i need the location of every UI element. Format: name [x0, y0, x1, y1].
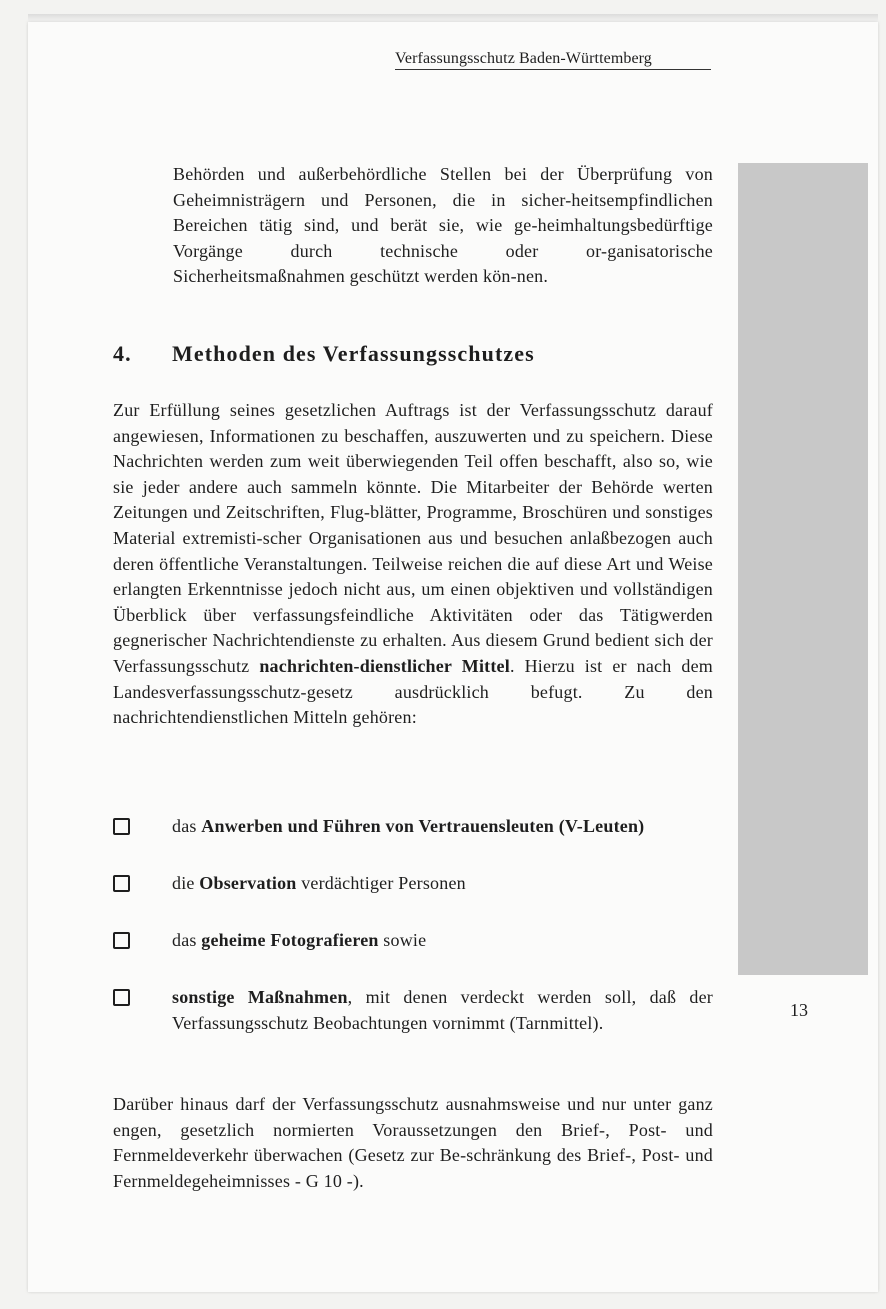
- running-header: Verfassungsschutz Baden-Württemberg: [395, 50, 711, 70]
- checkbox-icon: [113, 875, 130, 892]
- checkbox-icon: [113, 818, 130, 835]
- checkbox-icon: [113, 932, 130, 949]
- grey-margin-bar: [738, 163, 868, 975]
- methods-paragraph-bold: nachrichten-dienstlicher Mittel: [259, 655, 510, 676]
- bullet-text-3: das geheime Fotografieren sowie: [172, 930, 427, 950]
- bullet-text-2: die Observation verdächtiger Personen: [172, 873, 466, 893]
- intro-paragraph: Behörden und außerbehördliche Stellen bei der Überprüfung von Geheimnisträgern und Personen, die in sicher-heitsempfindlichen Bereichen tätig sind, und berät sie, wie ge-heimhaltungsbedürftige Vorgänge durch technische oder or-ganisatorische Sicherheitsmaßnahmen geschützt werden kön-nen.: [173, 164, 713, 287]
- section-number: 4.: [113, 341, 132, 366]
- methods-paragraph: [113, 398, 713, 731]
- checkbox-icon: [113, 989, 130, 1006]
- section-heading: [113, 341, 673, 367]
- section-title: Methoden des Verfassungsschutzes: [172, 341, 535, 366]
- closing-paragraph: Darüber hinaus darf der Verfassungsschutz ausnahmsweise und nur unter ganz engen, gesetzlich normierten Voraussetzungen den Brief-, Post- und Fernmeldeverkehr überwachen (Gesetz zur Be-schränkung des Brief-, Post- und Fernmeldegeheimnisses - G 10 -).: [113, 1094, 713, 1191]
- bullet-text-4: sonstige Maßnahmen, mit denen verdeckt werden soll, daß der Verfassungsschutz Beobachtungen vornimmt (Tarnmittel).: [172, 987, 713, 1033]
- bullet-text-1: das Anwerben und Führen von Vertrauensleuten (V-Leuten): [172, 816, 645, 836]
- methods-paragraph-part2: . Hierzu ist er nach dem Landesverfassungsschutz-gesetz ausdrücklich befugt. Zu den nachrichtendienstlichen Mitteln gehören:: [113, 655, 713, 728]
- page-number: 13: [790, 1000, 808, 1020]
- methods-paragraph-part1: Zur Erfüllung seines gesetzlichen Auftrags ist der Verfassungsschutz darauf angewiesen, Informationen zu beschaffen, auszuwerten und zu speichern. Diese Nachrichten werden zum weit überwiegenden Teil offen beschafft, also so, wie sie jeder andere auch sammeln könnte. Die Mitarbeiter der Behörde werten Zeitungen und Zeitschriften, Flug-blätter, Programme, Broschüren und sonstiges Material extremisti-scher Organisationen aus und besuchen anlaßbezogen auch deren öffentliche Veranstaltungen. Teilweise reichen die auf diese Art und Weise erlangten Erkenntnisse jedoch nicht aus, um einen objektiven und vollständigen Überblick über verfassungsfeindliche Aktivitäten oder das Tätigwerden gegnerischer Nachrichtendienste zu erhalten. Aus diesem Grund bedient sich der Verfassungsschutz: [113, 400, 713, 676]
